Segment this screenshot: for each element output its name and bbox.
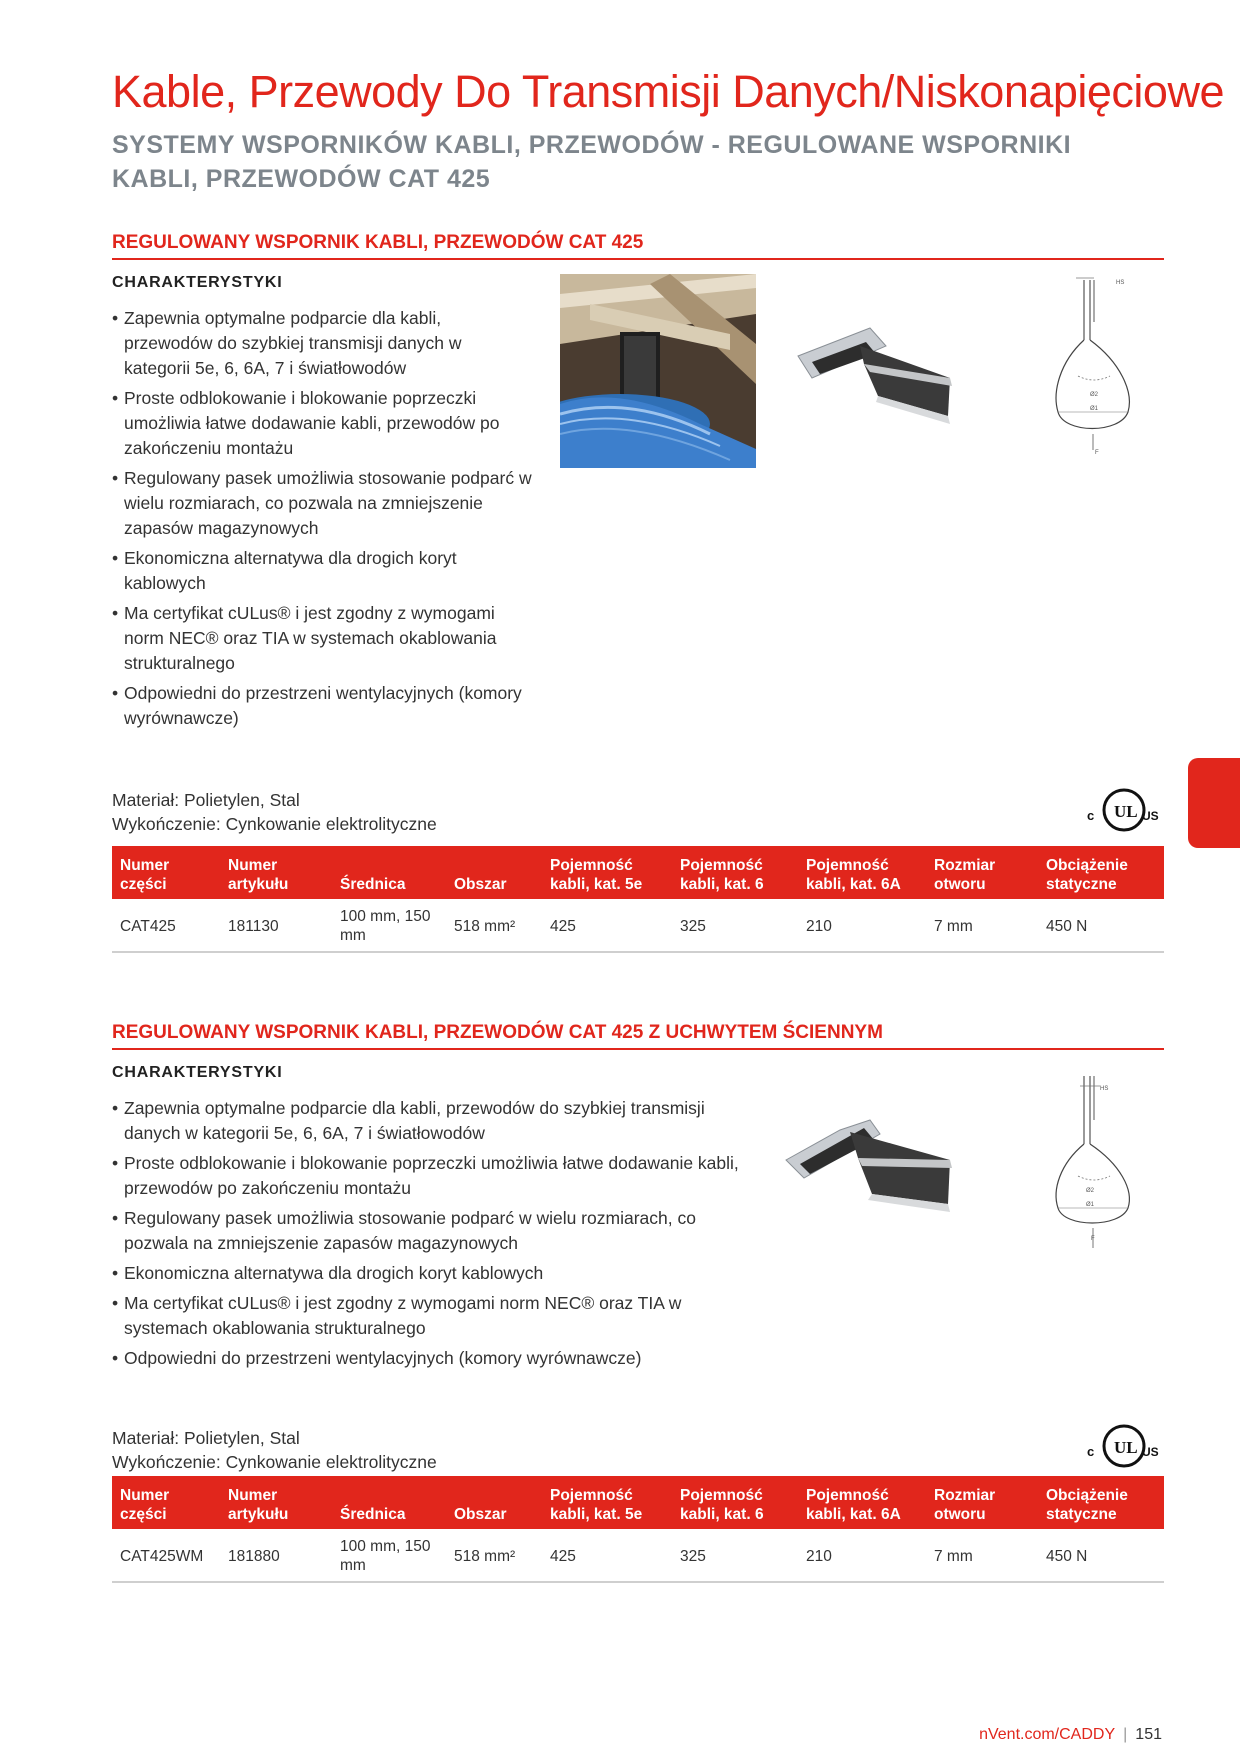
spec-table bbox=[112, 1476, 1164, 1583]
culus-ul: UL bbox=[1114, 802, 1138, 821]
feature-item: • Odpowiedni do przestrzeni wentylacyjnych (komory wyrównawcze) bbox=[112, 1346, 752, 1371]
table-cell: 518 mm² bbox=[446, 1529, 542, 1582]
feature-item: • Zapewnia optymalne podparcie dla kabli, przewodów do szybkiej transmisji danych w kategorii 5e, 6, 6A, 7 i światłowodów bbox=[112, 306, 532, 381]
column-header: Rozmiar otworu bbox=[926, 846, 1038, 899]
table-header-row bbox=[112, 846, 1164, 899]
table-row bbox=[112, 1529, 1164, 1582]
column-header: Rozmiar otworu bbox=[926, 1476, 1038, 1529]
column-header: Pojemność kabli, kat. 6 bbox=[672, 1476, 798, 1529]
feature-item: • Zapewnia optymalne podparcie dla kabli, przewodów do szybkiej transmisji danych w kategorii 5e, 6, 6A, 7 i światłowodów bbox=[112, 1096, 752, 1146]
page-footer: nVent.com/CADDY | 151 bbox=[979, 1726, 1162, 1743]
table-cell: 425 bbox=[542, 1529, 672, 1582]
table-row bbox=[112, 899, 1164, 952]
culus-c: c bbox=[1087, 808, 1095, 823]
table-cell: 181880 bbox=[220, 1529, 332, 1582]
technical-drawing bbox=[1050, 272, 1140, 472]
diagram-label-d2: Ø2 bbox=[1086, 1188, 1095, 1194]
characteristics-label: CHARAKTERYSTYKI bbox=[112, 1064, 283, 1081]
column-header: Średnica bbox=[332, 1476, 446, 1529]
features-list bbox=[112, 306, 532, 736]
technical-drawing bbox=[1050, 1064, 1140, 1264]
diagram-label-d1: Ø1 bbox=[1090, 406, 1099, 412]
product-photo-wall-mount bbox=[780, 1104, 960, 1214]
column-header: Pojemność kabli, kat. 6A bbox=[798, 1476, 926, 1529]
column-header: Pojemność kabli, kat. 5e bbox=[542, 846, 672, 899]
feature-item: • Odpowiedni do przestrzeni wentylacyjnych (komory wyrównawcze) bbox=[112, 681, 532, 731]
feature-item: • Ekonomiczna alternatywa dla drogich koryt kablowych bbox=[112, 546, 532, 596]
feature-item: • Ma certyfikat cULus® i jest zgodny z wymogami norm NEC® oraz TIA w systemach okablowania strukturalnego bbox=[112, 1291, 752, 1341]
column-header: Numer artykułu bbox=[220, 846, 332, 899]
table-cell: 450 N bbox=[1038, 899, 1164, 952]
table-cell: 7 mm bbox=[926, 1529, 1038, 1582]
features-list bbox=[112, 1096, 752, 1376]
diagram-label-f: F bbox=[1091, 1236, 1095, 1242]
feature-item: • Ekonomiczna alternatywa dla drogich koryt kablowych bbox=[112, 1261, 752, 1286]
finish-text: Wykończenie: Cynkowanie elektrolityczne bbox=[112, 814, 437, 834]
table-cell: 100 mm, 150 mm bbox=[332, 1529, 446, 1582]
table-cell: 210 bbox=[798, 899, 926, 952]
page-subtitle: SYSTEMY WSPORNIKÓW KABLI, PRZEWODÓW - REGULOWANE WSPORNIKI KABLI, PRZEWODÓW CAT 425 bbox=[112, 131, 1072, 193]
column-header: Obciążenie statyczne bbox=[1038, 846, 1164, 899]
column-header: Średnica bbox=[332, 846, 446, 899]
diagram-label-d2: Ø2 bbox=[1090, 392, 1099, 398]
table-cell: 210 bbox=[798, 1529, 926, 1582]
characteristics-label: CHARAKTERYSTYKI bbox=[112, 274, 283, 291]
table-cell: 425 bbox=[542, 899, 672, 952]
finish-text: Wykończenie: Cynkowanie elektrolityczne bbox=[112, 1452, 437, 1472]
feature-item: • Regulowany pasek umożliwia stosowanie podparć w wielu rozmiarach, co pozwala na zmniejszenie zapasów magazynowych bbox=[112, 1206, 752, 1256]
table-cell: 325 bbox=[672, 1529, 798, 1582]
column-header: Numer części bbox=[112, 846, 220, 899]
feature-item: • Proste odblokowanie i blokowanie poprzeczki umożliwia łatwe dodawanie kabli, przewodów po zakończeniu montażu bbox=[112, 386, 532, 461]
diagram-label-f: F bbox=[1095, 450, 1099, 456]
column-header: Numer części bbox=[112, 1476, 220, 1529]
culus-ul: UL bbox=[1114, 1438, 1138, 1457]
table-header-row bbox=[112, 1476, 1164, 1529]
diagram-label-hs: HS bbox=[1116, 280, 1125, 286]
material-text: Materiał: Polietylen, Stal bbox=[112, 790, 300, 810]
culus-logo bbox=[1084, 1420, 1164, 1472]
culus-us: US bbox=[1142, 809, 1159, 823]
diagram-label-hs: HS bbox=[1100, 1086, 1109, 1092]
column-header: Obciążenie statyczne bbox=[1038, 1476, 1164, 1529]
material-text: Materiał: Polietylen, Stal bbox=[112, 1428, 300, 1448]
column-header: Pojemność kabli, kat. 6A bbox=[798, 846, 926, 899]
feature-item: • Regulowany pasek umożliwia stosowanie podparć w wielu rozmiarach, co pozwala na zmniejszenie zapasów magazynowych bbox=[112, 466, 532, 541]
product-photo-installed bbox=[560, 274, 756, 468]
culus-c: c bbox=[1087, 1444, 1095, 1459]
table-cell: CAT425WM bbox=[112, 1529, 220, 1582]
section-heading-cat425wm: REGULOWANY WSPORNIK KABLI, PRZEWODÓW CAT 425 Z UCHWYTEM ŚCIENNYM bbox=[112, 1022, 1164, 1050]
column-header: Pojemność kabli, kat. 5e bbox=[542, 1476, 672, 1529]
page-title: Kable, Przewody Do Transmisji Danych/Niskonapięciowe bbox=[112, 66, 1224, 117]
table-cell: 518 mm² bbox=[446, 899, 542, 952]
table-cell: 7 mm bbox=[926, 899, 1038, 952]
column-header: Pojemność kabli, kat. 6 bbox=[672, 846, 798, 899]
diagram-label-d1: Ø1 bbox=[1086, 1202, 1095, 1208]
column-header: Obszar bbox=[446, 1476, 542, 1529]
table-cell: 181130 bbox=[220, 899, 332, 952]
section-heading-cat425: REGULOWANY WSPORNIK KABLI, PRZEWODÓW CAT 425 bbox=[112, 232, 1164, 260]
feature-item: • Ma certyfikat cULus® i jest zgodny z wymogami norm NEC® oraz TIA w systemach okablowania strukturalnego bbox=[112, 601, 532, 676]
table-cell: 100 mm, 150 mm bbox=[332, 899, 446, 952]
table-cell: 325 bbox=[672, 899, 798, 952]
chapter-tab-marker bbox=[1188, 758, 1240, 848]
feature-item: • Proste odblokowanie i blokowanie poprzeczki umożliwia łatwe dodawanie kabli, przewodów po zakończeniu montażu bbox=[112, 1151, 752, 1201]
spec-table bbox=[112, 846, 1164, 953]
column-header: Numer artykułu bbox=[220, 1476, 332, 1529]
product-photo-hanger bbox=[790, 316, 960, 426]
footer-link[interactable]: nVent.com/CADDY bbox=[979, 1726, 1116, 1743]
column-header: Obszar bbox=[446, 846, 542, 899]
culus-us: US bbox=[1142, 1445, 1159, 1459]
table-cell: CAT425 bbox=[112, 899, 220, 952]
page-number: 151 bbox=[1135, 1726, 1162, 1743]
table-cell: 450 N bbox=[1038, 1529, 1164, 1582]
culus-logo bbox=[1084, 784, 1164, 836]
